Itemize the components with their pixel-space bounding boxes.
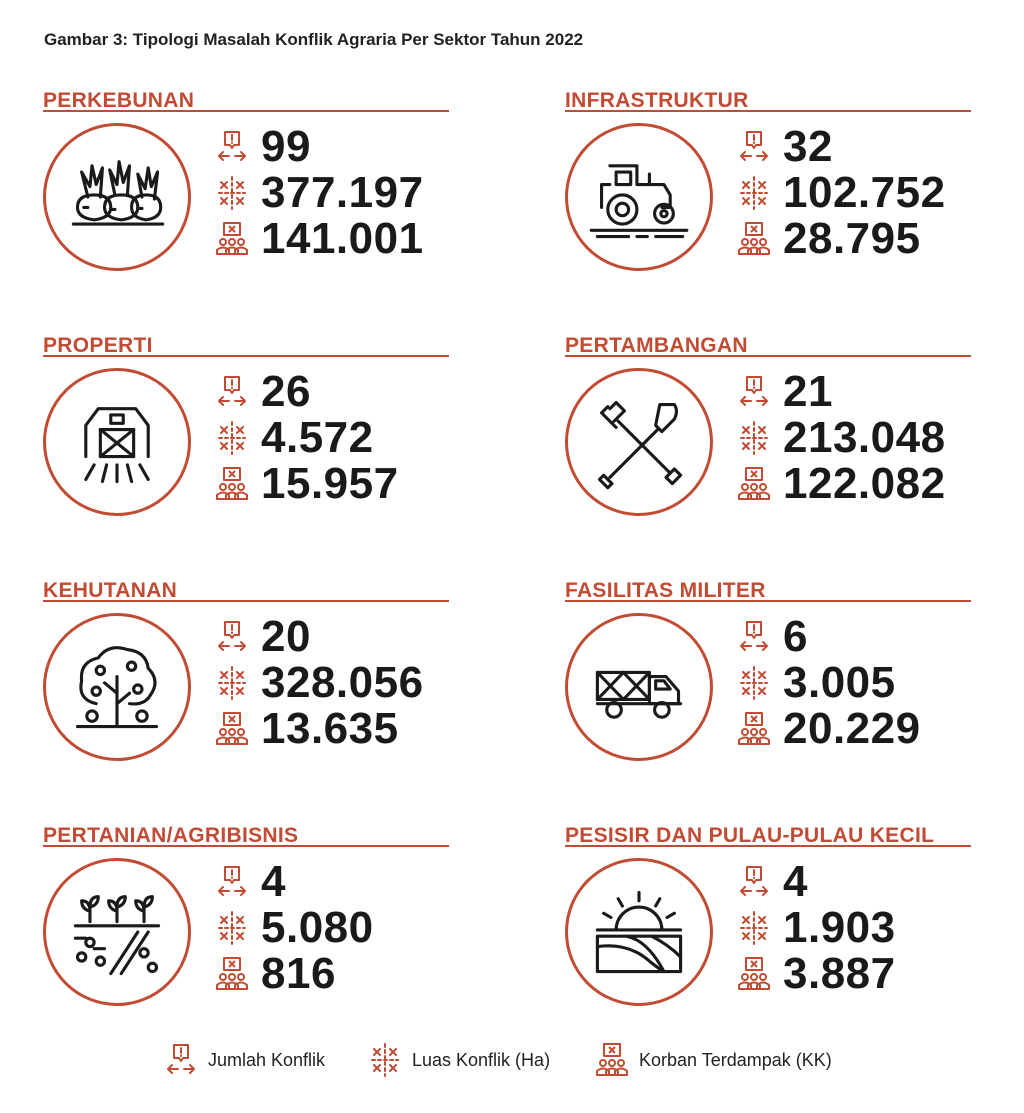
legend-item-korban-terdampak: [595, 1042, 832, 1078]
sector-icon-frame: [565, 123, 713, 271]
sunrise-field-icon: [587, 880, 691, 984]
sector-icon-frame: [43, 613, 191, 761]
korban-terdampak-value: 816: [261, 949, 336, 998]
affected-victims-icon: [215, 711, 249, 747]
affected-victims-icon: [595, 1042, 629, 1078]
conflict-count-icon: [215, 374, 249, 410]
affected-victims-icon: [737, 466, 771, 502]
crops-icon: [65, 880, 169, 984]
conflict-count-icon: [737, 619, 771, 655]
legend-item-jumlah-konflik: [164, 1042, 325, 1078]
affected-victims-icon: [215, 221, 249, 257]
legend-item-luas-konflik: [368, 1042, 550, 1078]
tree-icon: [65, 635, 169, 739]
legend: [0, 1042, 1024, 1082]
jumlah-konflik-value: 21: [783, 367, 833, 416]
jumlah-konflik-value: 6: [783, 612, 808, 661]
conflict-area-icon: [368, 1042, 402, 1078]
korban-terdampak-value: 3.887: [783, 949, 896, 998]
luas-konflik-value: 328.056: [261, 658, 424, 707]
conflict-area-icon: [737, 420, 771, 456]
sector-title: PERKEBUNAN: [43, 90, 449, 112]
luas-konflik-value: 377.197: [261, 168, 424, 217]
sector-fasilitas-militer: [565, 580, 971, 780]
sector-icon-frame: [565, 368, 713, 516]
luas-konflik-value: 3.005: [783, 658, 896, 707]
conflict-count-icon: [164, 1042, 198, 1078]
sector-title: PESISIR DAN PULAU-PULAU KECIL: [565, 825, 971, 847]
affected-victims-icon: [215, 956, 249, 992]
conflict-area-icon: [215, 175, 249, 211]
barn-icon: [65, 390, 169, 494]
conflict-area-icon: [737, 665, 771, 701]
sector-icon-frame: [565, 613, 713, 761]
carrots-icon: [65, 145, 169, 249]
sector-icon-frame: [43, 368, 191, 516]
sector-pesisir-pulau-kecil: [565, 825, 971, 1025]
korban-terdampak-value: 122.082: [783, 459, 946, 508]
sector-icon-frame: [43, 123, 191, 271]
sector-perkebunan: [43, 90, 449, 290]
sector-icon-frame: [43, 858, 191, 1006]
jumlah-konflik-value: 4: [261, 857, 286, 906]
korban-terdampak-value: 15.957: [261, 459, 399, 508]
conflict-area-icon: [215, 665, 249, 701]
conflict-count-icon: [215, 129, 249, 165]
sector-infrastruktur: [565, 90, 971, 290]
luas-konflik-value: 5.080: [261, 903, 374, 952]
sector-icon-frame: [565, 858, 713, 1006]
sector-title: FASILITAS MILITER: [565, 580, 971, 602]
luas-konflik-value: 102.752: [783, 168, 946, 217]
sector-properti: [43, 335, 449, 535]
legend-label: Korban Terdampak (KK): [639, 1049, 832, 1070]
luas-konflik-value: 1.903: [783, 903, 896, 952]
korban-terdampak-value: 20.229: [783, 704, 921, 753]
jumlah-konflik-value: 26: [261, 367, 311, 416]
conflict-area-icon: [737, 175, 771, 211]
luas-konflik-value: 213.048: [783, 413, 946, 462]
sector-pertanian-agribisnis: [43, 825, 449, 1025]
korban-terdampak-value: 13.635: [261, 704, 399, 753]
sector-title: KEHUTANAN: [43, 580, 449, 602]
luas-konflik-value: 4.572: [261, 413, 374, 462]
korban-terdampak-value: 141.001: [261, 214, 424, 263]
affected-victims-icon: [737, 956, 771, 992]
sector-pertambangan: [565, 335, 971, 535]
legend-label: Luas Konflik (Ha): [412, 1049, 551, 1070]
legend-label: Jumlah Konflik: [208, 1049, 326, 1070]
conflict-area-icon: [215, 420, 249, 456]
jumlah-konflik-value: 32: [783, 122, 833, 171]
affected-victims-icon: [737, 711, 771, 747]
jumlah-konflik-value: 20: [261, 612, 311, 661]
jumlah-konflik-value: 99: [261, 122, 311, 171]
conflict-area-icon: [737, 910, 771, 946]
figure-title: Gambar 3: Tipologi Masalah Konflik Agraria Per Sektor Tahun 2022: [44, 30, 584, 49]
conflict-area-icon: [215, 910, 249, 946]
sector-title: INFRASTRUKTUR: [565, 90, 971, 112]
crossed-tools-icon: [587, 390, 691, 494]
sector-title: PERTANIAN/AGRIBISNIS: [43, 825, 449, 847]
conflict-count-icon: [737, 374, 771, 410]
sector-title: PROPERTI: [43, 335, 449, 357]
conflict-count-icon: [215, 619, 249, 655]
sector-title: PERTAMBANGAN: [565, 335, 971, 357]
conflict-count-icon: [737, 864, 771, 900]
sector-kehutanan: [43, 580, 449, 780]
affected-victims-icon: [215, 466, 249, 502]
conflict-count-icon: [737, 129, 771, 165]
affected-victims-icon: [737, 221, 771, 257]
tractor-icon: [587, 145, 691, 249]
jumlah-konflik-value: 4: [783, 857, 808, 906]
korban-terdampak-value: 28.795: [783, 214, 921, 263]
truck-icon: [587, 635, 691, 739]
conflict-count-icon: [215, 864, 249, 900]
